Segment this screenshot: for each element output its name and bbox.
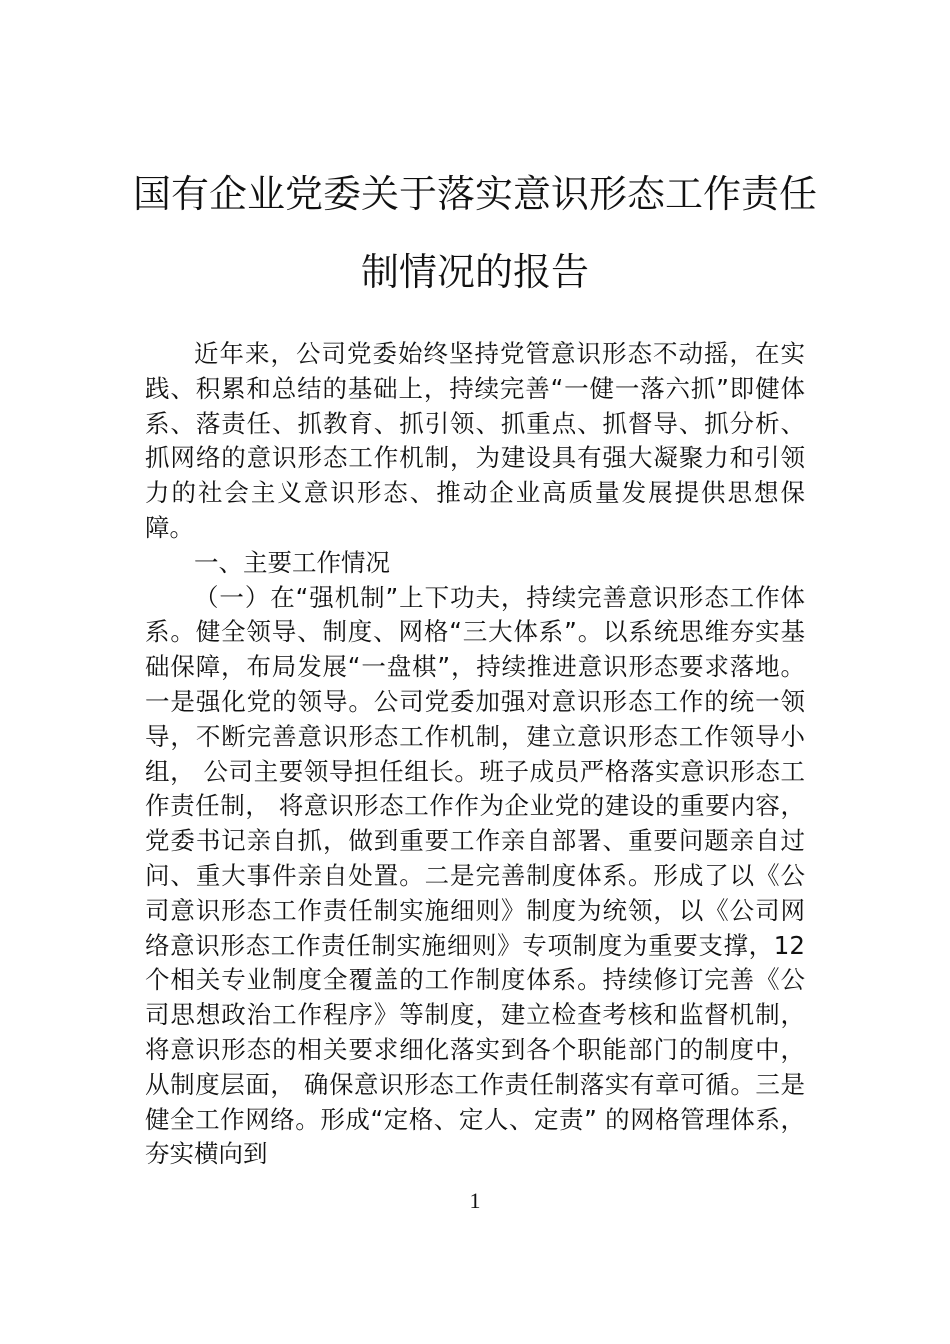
section-heading: 一、主要工作情况 [194, 547, 390, 577]
document-title [120, 155, 830, 311]
page-number: 1 [469, 1188, 481, 1213]
title-line-1: 国有企业党委关于落实意识形态工作责任 [132, 172, 817, 216]
title-line-2: 制情况的报告 [360, 250, 589, 294]
section-paragraph: （一）在“强机制”上下功夫，持续完善意识形态工作体系。健全领导、制度、网格“三大体系”。以系统思维夯实基础保障，布局发展“一盘棋”，持续推进意识形态要求落地。一是强化党的领导。公司党委加强对意识形态工作的统一领导，不断完善意识形态工作机制，建立意识形态工作领导小组， 公司主要领导担任组长。班子成员严格落实意识形态工作责任制， 将意识形态工作作为企业党的建设的重要内容，党委书记亲自抓，做到重要工作亲自部署、重要问题亲自过问、重大事件亲自处置。二是完善制度体系。形成了以《公司意识形态工作责任制实施细则》制度为统领，以《公司网络意识形态工作责任制实施细则》专项制度为重要支撑，12 个相关专业制度全覆盖的工作制度体系。持续修订完善《公司思想政治工作程序》等制度，建立检查考核和监督机制，将意识形态的相关要求细化落实到各个职能部门的制度中，从制度层面， 确保意识形态工作责任制落实有章可循。三是健全工作网络。形成“定格、定人、定责” 的网格管理体系，夯实横向到 [145, 582, 805, 1169]
intro-paragraph: 近年来，公司党委始终坚持党管意识形态不动摇，在实践、积累和总结的基础上，持续完善“一健一落六抓”即健体系、落责任、抓教育、抓引领、抓重点、抓督导、抓分析、抓网络的意识形态工作机制，为建设具有强大凝聚力和引领力的社会主义意识形态、推动企业高质量发展提供思想保障。 [145, 339, 805, 542]
document-body [145, 337, 805, 1172]
